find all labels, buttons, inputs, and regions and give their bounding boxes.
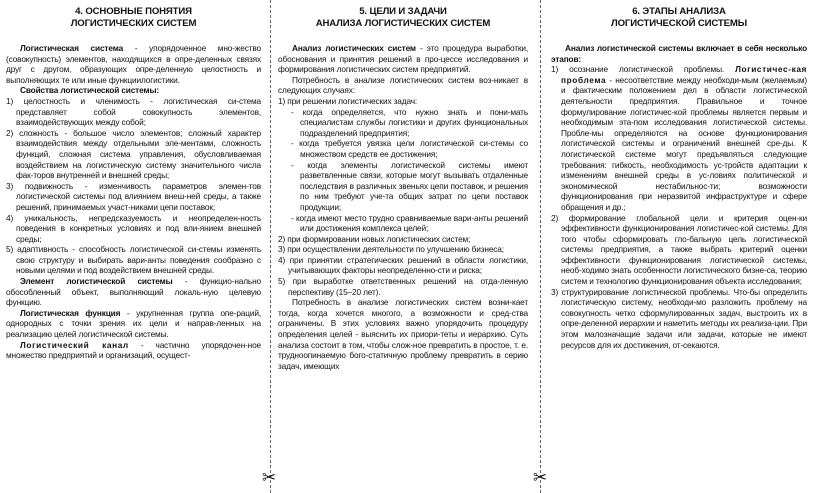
case-item: 2) при формировании новых логистических систем; <box>278 233 471 244</box>
title-line-2: АНАЛИЗА ЛОГИСТИЧЕСКИХ СИСТЕМ <box>315 17 491 29</box>
analysis-text: - это процедура выработки, обоснования и принятия решений в про-цессе исследования и формирования логистических систем предприятий. <box>278 43 528 75</box>
term-channel: Логистический канал <box>20 339 129 350</box>
stages-intro: Анализ логистической системы включает в себя несколько этапов: <box>551 43 807 64</box>
term-analysis: Анализ логистических систем <box>292 43 416 53</box>
channel-text: - частично упорядочен-ное множество предприятий и организаций, осущест- <box>6 339 261 361</box>
property-item: 2) сложность - большое число элементов; сложный характер взаимодействия между отдельными эле-ментами, сложность функций, сложная система управления, обусловливаемая воздействием на логистическую систему значительного числа фак-торов внутренней и внешней среды; <box>6 127 261 181</box>
case-subitem: - когда определяется, что нужно знать и пони-мать специалистам службы логистики и других функциональных подразделений предприятия; <box>291 106 528 138</box>
title-line-1: 5. ЦЕЛИ И ЗАДАЧИ <box>359 6 447 17</box>
cut-line-right <box>540 0 541 493</box>
case-item: 1) при решении логистических задач: <box>278 95 418 106</box>
analysis-definition <box>278 43 528 75</box>
case-item: 4) при принятии стратегических решений в области логистики, учитывающих факторы неопределенно-сти и риска; <box>278 254 528 276</box>
title-line-2: ЛОГИСТИЧЕСКОЙ СИСТЕМЫ <box>611 17 747 29</box>
stage-item-2: 2) формирование глобальной цели и критерия оцен-ки эффективности функционирования логистичес-кой системы. Для того чтобы сформировать гло-бальную цель логистической системы предприятия, а также выбрать критерий оценки эффективности функционирования логистической системы, необ-ходимо знать особенности логистического бизне-са, теорию систем и технологию функционирования объекта исследования; <box>551 212 807 287</box>
need-paragraph: Потребность в анализе логистических систем воз-никает в следующих случаях: <box>278 74 528 96</box>
property-item: 3) подвижность - изменчивость параметров элемен-тов логистической системы под влиянием внеш-ней среды, а также решений, принимаемых участ-никами цепи поставок; <box>6 180 261 212</box>
property-item: 5) адаптивность - способность логистической си-стемы изменять свою структуру и выбирать вари-анты поведения сообразно с новыми целями и под воздействием внешней среды. <box>6 244 261 276</box>
summary-paragraph: Потребность в анализе логистических систем возни-кает тогда, когда хочется многого, а возможности и сред-ства ограничены. В этих условиях важно упорядочить процедуру определения целей - выяснить их приори-теты и иерархию. Суть анализа состоит в том, чтобы слож-ное превратить в простое, т. е. трудноопинаемую бого-статичную проблему превратить в серию задач, имеющих <box>278 297 528 371</box>
section-title-5 <box>278 6 528 29</box>
properties-heading: Свойства логистической системы: <box>20 85 159 96</box>
definition-text: - упорядоченное мно-жество (совокупность) элементов, находящихся в опре-деленных связях друг с другом, образующих опре-деленную целостность и выполняющих те или иные функциилогистики. <box>6 43 261 85</box>
stage-item-1 <box>551 64 807 212</box>
column-analysis-stages <box>551 6 807 350</box>
term-logistics-system: Логистическая система <box>20 43 124 53</box>
function-text: - укрупненная группа опе-раций, однородных с точки зрения их цели и направ-ленных на реализацию целей логистической системы. <box>6 307 261 340</box>
property-item: 1) целостность и членимость - логистическая си-стема представляет собой совокупность элементов, взаимодействующих между собой; <box>6 95 261 128</box>
definition-function <box>6 308 261 340</box>
term-logistics-problem: Логистичес-кая проблема <box>561 64 807 85</box>
section-title-6 <box>551 6 807 29</box>
term-element: Элемент логистической системы <box>20 276 173 287</box>
stage-1-text: - несоответствие между необходи-мым (желаемым) и фактическим положением дел в области логистической деятельности предприятия. Правильное и точное формулирование логистичес-кой проблемы является первым и необходимым эта-пом исследования логистической системы. Пробле-мы определяются на основе функционирования логистической системы и ограничений внешней сре-ды. К логистической системе могут предъявляться следующие требования: гибкость, необходимость ус-тройств адаптации к изменениям внешней среды в ус-ловиях политической и экономической нестабильнос-ти; возможности функционирования при неразвитой инфраструктуре и сфере обращения и др.; <box>561 74 807 212</box>
cut-line-left <box>270 0 271 493</box>
case-subitem: - когда элементы логистической системы имеют разветвленные связи, которые могут вызывать отдаленные последствия в различных звеньях цепи поставок, и решения по ним требуют уче-та общих затрат по цепи поставок продукции; <box>291 159 528 212</box>
property-item: 4) уникальность, непредсказуемость и неопределен-ность поведения в конкретных условиях и под вли-янием внешней среды; <box>6 212 261 244</box>
definition-channel <box>6 340 261 361</box>
column-basic-concepts <box>6 6 261 361</box>
title-line-2: ЛОГИСТИЧЕСКИХ СИСТЕМ <box>70 17 197 29</box>
definition-logistics-system <box>6 43 261 85</box>
column-goals-tasks <box>278 6 528 371</box>
case-item: 5) при выработке ответственных решений на отда-ленную перспективу (15–20 лет). <box>278 276 528 297</box>
scissors-icon: ✂ <box>533 468 548 488</box>
title-line-1: 4. ОСНОВНЫЕ ПОНЯТИЯ <box>75 6 192 17</box>
term-function: Логистическая функция <box>20 307 121 318</box>
stage-item-3: 3) структурирование логистической проблемы. Что-бы определить логистическую систему, необходи-мо разложить проблему на совокупность четко сформулированных задач, выстроить их в опре-деленной иерархии и наметить методы их реализа-ции. При этом малозначащие задачи или задачи, которые не имеют ресурсов для их достижения, от-секаются. <box>551 286 807 350</box>
scissors-icon: ✂ <box>262 468 277 488</box>
definition-element <box>6 276 261 308</box>
element-text: - функцио-нально обособленный объект, выполняющий локаль-ную целевую функцию. <box>6 276 261 308</box>
stage-1-label: 1) осознание логистической проблемы. <box>551 64 736 75</box>
case-subitem: - когда требуется увязка цели логистической си-стемы со множеством средств ее достижения; <box>291 138 528 159</box>
case-subitem: - когда имеют место трудно сравниваемые вари-анты решений или достижения комплекса целей; <box>291 212 528 234</box>
section-title-4 <box>6 6 261 29</box>
case-item: 3) при осуществлении деятельности по улучшению бизнеса; <box>278 244 504 255</box>
title-line-1: 6. ЭТАПЫ АНАЛИЗА <box>632 6 726 17</box>
